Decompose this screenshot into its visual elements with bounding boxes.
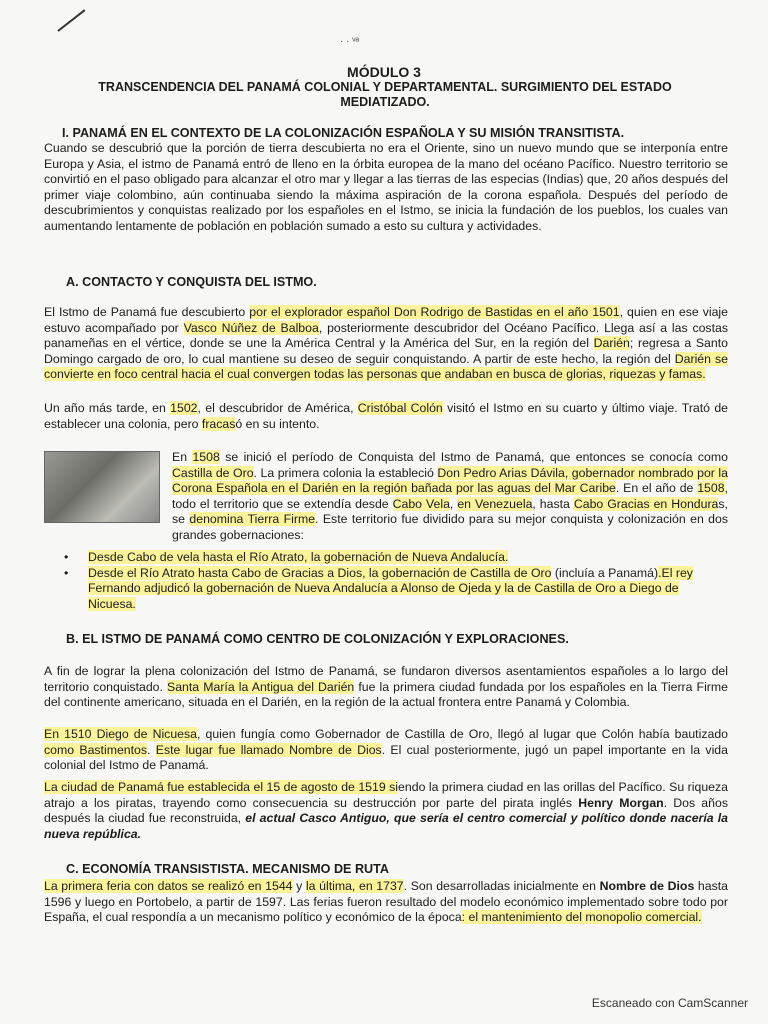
scanner-watermark: Escaneado con CamScanner — [591, 996, 748, 1010]
section-b-paragraph-2: En 1510 Diego de Nicuesa, quien fungía como Gobernador de Castilla de Oro, llegó al lugar que Colón había bautizado como Bastimentos. Este lugar fue llamado Nombre de Dios. El cual posteriormente, jugó un papel importante en la vida colonial del Istmo de Panamá. — [44, 727, 728, 773]
historical-illustration — [44, 451, 160, 523]
governorships-list — [44, 550, 728, 612]
section-1-text: Cuando se descubrió que la porción de tierra descubierta no era el Oriente, sino un nuevo mundo que se interponía entre Europa y Asia, el istmo de Panamá entró de lleno en la órbita europea de la mano del océano Pacífico. Nuestro territorio se convirtió en el paso obligado para alcanzar el otro mar y llegar a las tierras de las especias (Indias) que, 20 años después del primer viaje colombino, aún continuaba siendo la máxima aspiración de la corona española. Después del período de descubrimientos y conquistas realizado por los españoles en el Istmo, se inicia la fundación de los pueblos, los cuales van aumentando lentamente de población en población sumado a esto su cultura y actividades. — [44, 141, 728, 233]
section-1-heading: I. PANAMÁ EN EL CONTEXTO DE LA COLONIZACIÓN ESPAÑOLA Y SU MISIÓN TRANSITISTA. — [62, 126, 625, 140]
list-item: • Desde Cabo de vela hasta el Río Atrato, la gobernación de Nueva Andalucía. — [44, 550, 728, 566]
section-a-paragraph-1: El Istmo de Panamá fue descubierto por el explorador español Don Rodrigo de Bastidas en el año 1501, quien en ese viaje estuvo acompañado por Vasco Núñez de Balboa, posteriormente descubridor del Océano Pacífico. Llega así a las costas panameñas en el vértice, donde se une la América Central y la América del Sur, en la región del Darién; regresa a Santo Domingo cargado de oro, lo cual mantiene su deseo de seguir conquistando. A partir de este hecho, la región del Darién se convierte en foco central hacia el cual convergen todas las personas que andaban en busca de glorias, riquezas y famas. — [44, 305, 728, 382]
section-b-paragraph-3: La ciudad de Panamá fue establecida el 15 de agosto de 1519 siendo la primera ciudad en las orillas del Pacífico. Su riqueza atrajo a los piratas, trayendo como consecuencia su destrucción por parte del pirata inglés Henry Morgan. Dos años después la ciudad fue reconstruida, el actual Casco Antiguo, que sería el centro comercial y político donde nacería la nueva república. — [44, 780, 728, 841]
section-b-heading: B. EL ISTMO DE PANAMÁ COMO CENTRO DE COLONIZACIÓN Y EXPLORACIONES. — [66, 632, 569, 646]
pen-mark — [57, 9, 85, 32]
section-c-heading: C. ECONOMÍA TRANSISTISTA. MECANISMO DE RUTA — [66, 862, 390, 876]
section-c-paragraph-1: La primera feria con datos se realizó en 1544 y la última, en 1737. Son desarrolladas inicialmente en Nombre de Dios hasta 1596 y luego en Portobelo, a partir de 1597. Las ferias fueron resultado del modelo económico implementado sobre todo por España, el cual respondía a un mecanismo político y económico de la época: el mantenimiento del monopolio comercial. — [44, 879, 729, 925]
section-b-paragraph-1: A fin de lograr la plena colonización del Istmo de Panamá, se fundaron diversos asentamientos españoles a lo largo del territorio conquistado. Santa María la Antigua del Darién fue la primera ciudad fundada por los españoles en la Tierra Firme del continente americano, situada en el Darién, en la región de la actual frontera entre Panamá y Colombia. — [44, 664, 728, 710]
section-a-paragraph-3: En 1508 se inició el período de Conquista del Istmo de Panamá, que entonces se conocía como Castilla de Oro. La primera colonia la estableció Don Pedro Arias Dávila, gobernador nombrado por la Corona Española en el Darién en la región bañada por las aguas del Mar Caribe. En el año de 1508, todo el territorio que se extendía desde Cabo Vela, en Venezuela, hasta Cabo Gracias en Honduras, se denomina Tierra Firme. Este territorio fue dividido para su mejor conquista y colonización en dos grandes gobernaciones: — [172, 450, 728, 542]
module-title: MÓDULO 3 — [347, 64, 421, 80]
scan-artifact: · · ᵛᵃ — [340, 36, 360, 47]
document-title: TRANSCENDENCIA DEL PANAMÁ COLONIAL Y DEPARTAMENTAL. SURGIMIENTO DEL ESTADO MEDIATIZADO. — [98, 80, 672, 109]
section-a-heading: A. CONTACTO Y CONQUISTA DEL ISTMO. — [66, 275, 317, 289]
list-item: • Desde el Río Atrato hasta Cabo de Gracias a Dios, la gobernación de Castilla de Oro (incluía a Panamá).El rey Fernando adjudicó la gobernación de Nueva Andalucía a Alonso de Ojeda y la de Castilla de Oro a Diego de Nicuesa. — [44, 566, 728, 613]
section-a-paragraph-2: Un año más tarde, en 1502, el descubridor de América, Cristóbal Colón visitó el Istmo en su cuarto y último viaje. Trató de establecer una colonia, pero fracasó en su intento. — [44, 401, 728, 431]
